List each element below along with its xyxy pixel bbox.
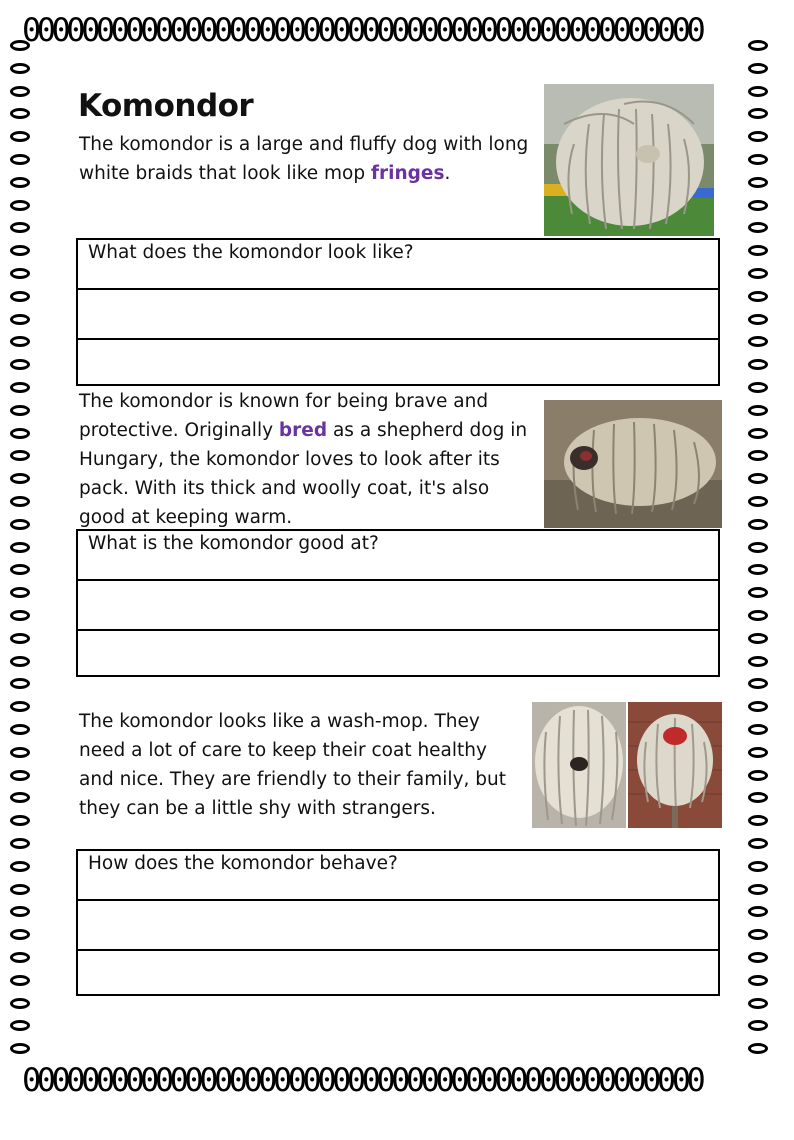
border-loop — [748, 929, 768, 940]
answer-line-1b[interactable] — [78, 340, 718, 390]
border-loop — [748, 291, 768, 302]
border-loop — [10, 382, 30, 393]
border-loop — [10, 770, 30, 781]
border-loop — [748, 906, 768, 917]
border-loop — [10, 108, 30, 119]
komondor-photo-2 — [544, 400, 722, 528]
border-loop — [10, 154, 30, 165]
intro-paragraph: The komondor is a large and fluffy dog with long white braids that look like mop fringes. — [79, 134, 529, 184]
border-loop — [10, 564, 30, 575]
border-loop — [10, 815, 30, 826]
answer-line-2a[interactable] — [78, 581, 718, 631]
border-loop — [10, 86, 30, 97]
border-loop — [10, 428, 30, 439]
border-loop — [748, 86, 768, 97]
border-loop — [748, 359, 768, 370]
border-loop — [748, 678, 768, 689]
border-loop — [10, 40, 30, 51]
border-loop — [10, 838, 30, 849]
border-loop — [10, 291, 30, 302]
border-loop — [748, 952, 768, 963]
answer-line-1a[interactable] — [78, 290, 718, 340]
border-loop — [748, 177, 768, 188]
border-loop — [10, 792, 30, 803]
vocab-word-fringes: fringes — [370, 163, 445, 184]
border-loop — [748, 40, 768, 51]
border-loop — [10, 884, 30, 895]
border-loop — [748, 131, 768, 142]
border-loop — [748, 314, 768, 325]
border-loop — [10, 724, 30, 735]
vocab-word-bred: bred — [278, 420, 328, 441]
question-2-label: What is the komondor good at? — [78, 531, 718, 581]
border-loop — [748, 496, 768, 507]
border-loop — [10, 177, 30, 188]
border-loop — [748, 154, 768, 165]
border-loop — [748, 724, 768, 735]
border-loop — [10, 519, 30, 530]
border-loop — [10, 359, 30, 370]
border-loop — [10, 268, 30, 279]
border-loop — [10, 222, 30, 233]
question-box-1 — [76, 238, 720, 386]
border-loop — [748, 587, 768, 598]
border-loop — [748, 405, 768, 416]
border-loop — [10, 701, 30, 712]
border-loop — [748, 268, 768, 279]
border-loop — [10, 245, 30, 256]
komondor-photo-3 — [532, 702, 626, 828]
border-loop — [748, 473, 768, 484]
border-loop — [748, 1043, 768, 1054]
question-box-2 — [76, 529, 720, 677]
border-loop — [748, 222, 768, 233]
border-loop — [748, 245, 768, 256]
border-loop — [748, 815, 768, 826]
border-loop — [10, 496, 30, 507]
answer-line-3a[interactable] — [78, 901, 718, 951]
border-loop — [10, 131, 30, 142]
decorative-border-bottom: 0000000000000000000000000000000000000000000000 — [22, 1062, 702, 1098]
border-loop — [10, 678, 30, 689]
border-loop — [10, 929, 30, 940]
history-paragraph: The komondor is known for being brave and protective. Originally bred as a shepherd dog in Hungary, the komondor loves to look after its pack. With its thick and woolly coat, it's also good at keeping warm. — [79, 391, 528, 528]
border-loop — [748, 542, 768, 553]
border-loop — [748, 747, 768, 758]
care-paragraph: The komondor looks like a wash-mop. They need a lot of care to keep their coat healthy and nice. They are friendly to their family, but they can be a little shy with strangers. — [79, 711, 506, 819]
question-1-label: What does the komondor look like? — [78, 240, 718, 290]
border-loop — [748, 382, 768, 393]
border-loop — [748, 610, 768, 621]
border-loop — [748, 838, 768, 849]
border-loop — [748, 633, 768, 644]
border-loop — [10, 906, 30, 917]
answer-line-3b[interactable] — [78, 951, 718, 1001]
border-loop — [10, 336, 30, 347]
border-loop — [748, 336, 768, 347]
border-loop — [10, 861, 30, 872]
border-loop — [748, 1020, 768, 1031]
decorative-border-top: 0000000000000000000000000000000000000000000000 — [22, 12, 702, 48]
border-loop — [748, 770, 768, 781]
komondor-photo-1 — [544, 84, 714, 236]
border-loop — [10, 952, 30, 963]
border-loop — [10, 473, 30, 484]
border-loop — [10, 1020, 30, 1031]
border-loop — [748, 656, 768, 667]
border-loop — [748, 975, 768, 986]
question-3-label: How does the komondor behave? — [78, 851, 718, 901]
border-loop — [10, 610, 30, 621]
question-box-3 — [76, 849, 720, 996]
border-loop — [10, 1043, 30, 1054]
border-loop — [748, 63, 768, 74]
border-loop — [10, 314, 30, 325]
border-loop — [748, 108, 768, 119]
border-loop — [748, 884, 768, 895]
page-title: Komondor — [78, 88, 254, 124]
border-loop — [10, 998, 30, 1009]
border-loop — [748, 861, 768, 872]
wash-mop-photo — [628, 702, 722, 828]
border-loop — [10, 587, 30, 598]
answer-line-2b[interactable] — [78, 631, 718, 681]
border-loop — [10, 200, 30, 211]
border-loop — [748, 450, 768, 461]
border-loop — [748, 998, 768, 1009]
border-loop — [748, 200, 768, 211]
border-loop — [748, 564, 768, 575]
border-loop — [10, 63, 30, 74]
border-loop — [10, 747, 30, 758]
border-loop — [10, 450, 30, 461]
border-loop — [748, 792, 768, 803]
border-loop — [748, 519, 768, 530]
border-loop — [10, 542, 30, 553]
border-loop — [10, 405, 30, 416]
border-loop — [10, 975, 30, 986]
border-loop — [748, 701, 768, 712]
decorative-border-right — [744, 40, 774, 1070]
border-loop — [748, 428, 768, 439]
border-loop — [10, 656, 30, 667]
border-loop — [10, 633, 30, 644]
decorative-border-left — [6, 40, 36, 1070]
